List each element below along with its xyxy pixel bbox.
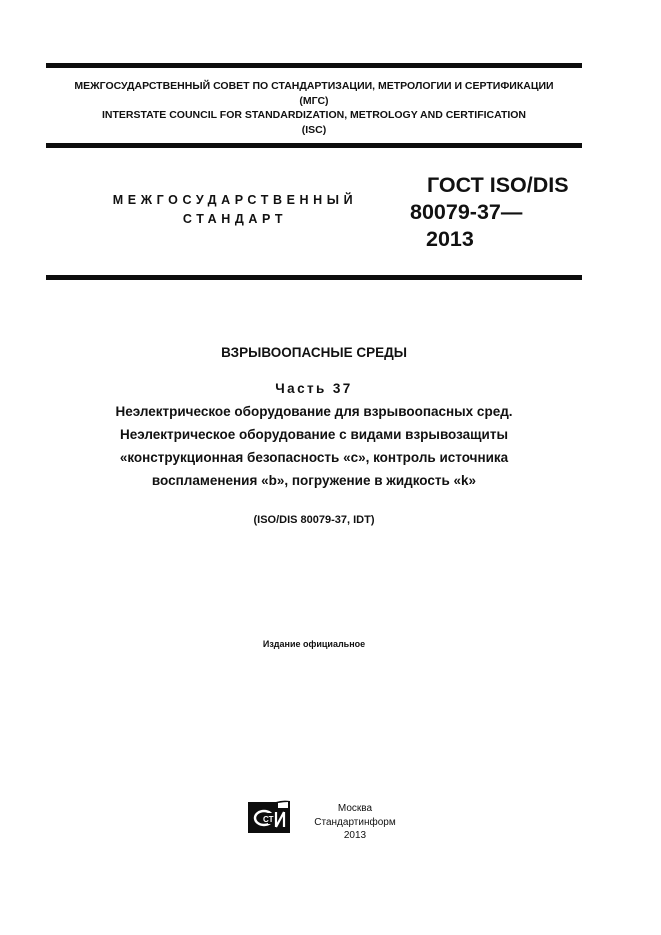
standard-label-line2: СТАНДАРТ <box>182 212 288 226</box>
standard-designation <box>410 172 610 253</box>
publisher-city: Москва <box>337 803 373 814</box>
standartinform-logo-icon <box>248 800 290 833</box>
council-header <box>46 79 582 137</box>
subtitle-line: воспламенения «b», погружение в жидкость «k» <box>151 473 477 488</box>
top-rule <box>46 63 582 68</box>
publisher-name: Стандартинформ <box>314 816 396 828</box>
council-en-abbr: (ISC) <box>301 123 327 136</box>
council-ru-abbr: (МГС) <box>299 94 329 107</box>
publisher-year: 2013 <box>343 830 367 841</box>
designation-line2: 80079-37— <box>410 200 523 224</box>
standard-label-line1: МЕЖГОСУДАРСТВЕННЫЙ <box>112 193 358 207</box>
subtitle-line: Неэлектрическое оборудование для взрывоопасных сред. <box>115 404 513 419</box>
council-en: INTERSTATE COUNCIL FOR STANDARDIZATION, METROLOGY AND CERTIFICATION <box>101 109 527 121</box>
identity-note: (ISO/DIS 80079-37, IDT) <box>253 514 375 526</box>
part-number: Часть 37 <box>275 381 353 396</box>
subtitle-block <box>46 377 582 492</box>
subtitle-line: Неэлектрическое оборудование с видами взрывозащиты <box>120 427 508 442</box>
designation-bottom-rule <box>46 275 582 280</box>
svg-text:СТ: СТ <box>263 815 274 824</box>
designation-line3: 2013 <box>426 227 474 251</box>
standard-label <box>80 191 390 229</box>
main-title: ВЗРЫВООПАСНЫЕ СРЕДЫ <box>221 345 407 360</box>
publisher-info <box>300 802 410 843</box>
subtitle-line: «конструкционная безопасность «c», контроль источника <box>119 450 509 465</box>
edition-label: Издание официальное <box>262 639 366 649</box>
council-ru: МЕЖГОСУДАРСТВЕННЫЙ СОВЕТ ПО СТАНДАРТИЗАЦИИ, МЕТРОЛОГИИ И СЕРТИФИКАЦИИ <box>74 80 554 92</box>
header-bottom-rule <box>46 143 582 148</box>
designation-line1: ГОСТ ISO/DIS <box>427 173 569 197</box>
